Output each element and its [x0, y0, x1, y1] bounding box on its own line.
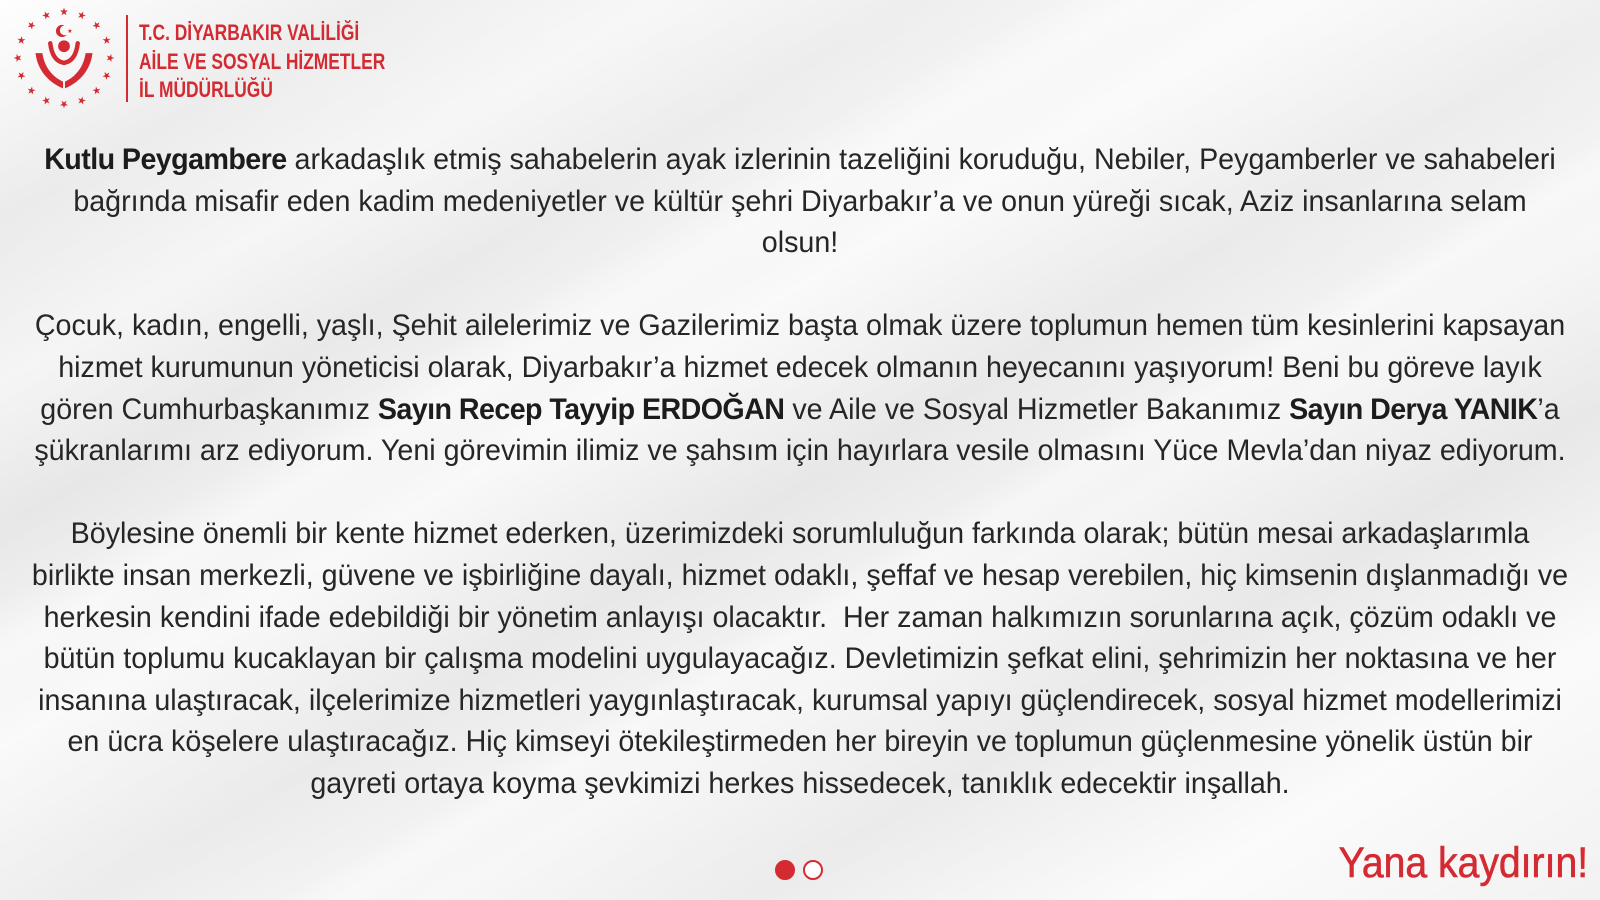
text-line [7, 763, 1592, 805]
text-segment: gören Cumhurbaşkanımız [40, 392, 378, 426]
text-segment: Çocuk, kadın, engelli, yaşlı, Şehit ailelerimiz ve Gazilerimiz başta olmak üzere toplumun hemen tüm kesinlerini kapsayan [34, 309, 1566, 343]
text-line [7, 721, 1592, 763]
text-line [7, 389, 1592, 431]
text-line [7, 513, 1592, 555]
paragraph-gratitude [7, 305, 1592, 471]
emblem-star-ring [14, 8, 115, 109]
text-segment: bağrında misafir eden kadim medeniyetler ve kültür şehri Diyarbakır’a ve onun yüreği sıcak, Aziz insanlarına selam [73, 184, 1527, 218]
swipe-hint: Yana kaydırın! [1338, 839, 1588, 887]
institution-line-3: İL MÜDÜRLÜĞÜ [139, 77, 273, 102]
institution-line-1: T.C. DİYARBAKIR VALİLİĞİ [139, 20, 360, 45]
text-segment: en ücra köşelere ulaştıracağız. Hiç kimseyi ötekileştirmeden her bireyin ve toplumun güçlenmesine yönelik üstün bir [67, 725, 1533, 759]
text-segment: gayreti ortaya koyma şevkimizi herkes hissedecek, tanıklık edecektir inşallah. [310, 766, 1290, 800]
text-segment: insanına ulaştıracak, ilçelerimize hizmetleri yaygınlaştıracak, kurumsal yapıyı güçlendirecek, sosyal hizmet modellerimizi [38, 683, 1562, 717]
text-line [7, 430, 1592, 472]
message-body [7, 139, 1592, 846]
text-segment: Böylesine önemli bir kente hizmet ederken, üzerimizdeki sorumluluğun farkında olarak; bütün mesai arkadaşlarımla [70, 517, 1530, 551]
text-line [7, 305, 1592, 347]
text-segment: olsun! [761, 226, 839, 260]
text-line [7, 222, 1592, 264]
text-line [7, 347, 1592, 389]
text-line [7, 638, 1592, 680]
emblem-hands [36, 53, 93, 88]
text-segment: ve Aile ve Sosyal Hizmetler Bakanımız [784, 392, 1290, 426]
text-line [7, 555, 1592, 597]
text-line [7, 680, 1592, 722]
emblem-figure [50, 40, 77, 63]
institution-line-2: AİLE VE SOSYAL HİZMETLER [139, 48, 386, 74]
text-line [7, 597, 1592, 639]
text-segment: arkadaşlık etmiş sahabelerin ayak izlerinin tazeliğini koruduğu, Nebiler, Peygamberler ve sahabeleri [286, 143, 1556, 176]
institution-name [139, 19, 385, 105]
text-segment: herkesin kendini ifade edebildiği bir yönetim anlayışı olacaktır. Her zaman halkımızın sorunlarına açık, çözüm odaklı ve [43, 600, 1557, 634]
pagination-dot-2[interactable] [803, 860, 823, 880]
emblem-crescent-star [56, 25, 72, 37]
text-segment: bütün toplumu kucaklayan bir çalışma modelini uygulayacağız. Devletimizin şefkat elini, şehrimizin her noktasına ve her [43, 642, 1557, 676]
paragraph-greeting [7, 139, 1592, 264]
emphasis-text: Sayın Recep Tayyip ERDOĞAN [377, 392, 785, 426]
ministry-emblem-icon [10, 4, 118, 112]
emphasis-text: Sayın Derya YANIK [1289, 392, 1538, 426]
pagination-dot-1[interactable] [775, 860, 795, 880]
text-segment: birlikte insan merkezli, güvene ve işbirliğine dayalı, hizmet odaklı, şeffaf ve hesap verebilen, hiç kimsenin dışlanmadığı ve [31, 558, 1569, 592]
text-segment: şükranlarımı arz ediyorum. Yeni görevimin ilimiz ve şahsım için hayırlara vesile olmasını Yüce Mevla’dan niyaz ediyorum. [34, 434, 1566, 468]
emphasis-text: Kutlu Peygambere [44, 143, 287, 176]
text-segment: hizmet kurumunun yöneticisi olarak, Diyarbakır’a hizmet edecek olmanın heyecanını yaşıyorum! Beni bu göreve layık [58, 350, 1542, 384]
header-divider [126, 15, 128, 102]
text-segment: ’a [1537, 392, 1560, 426]
text-line [7, 139, 1592, 181]
paragraph-commitment [7, 513, 1592, 804]
text-line [7, 181, 1592, 223]
